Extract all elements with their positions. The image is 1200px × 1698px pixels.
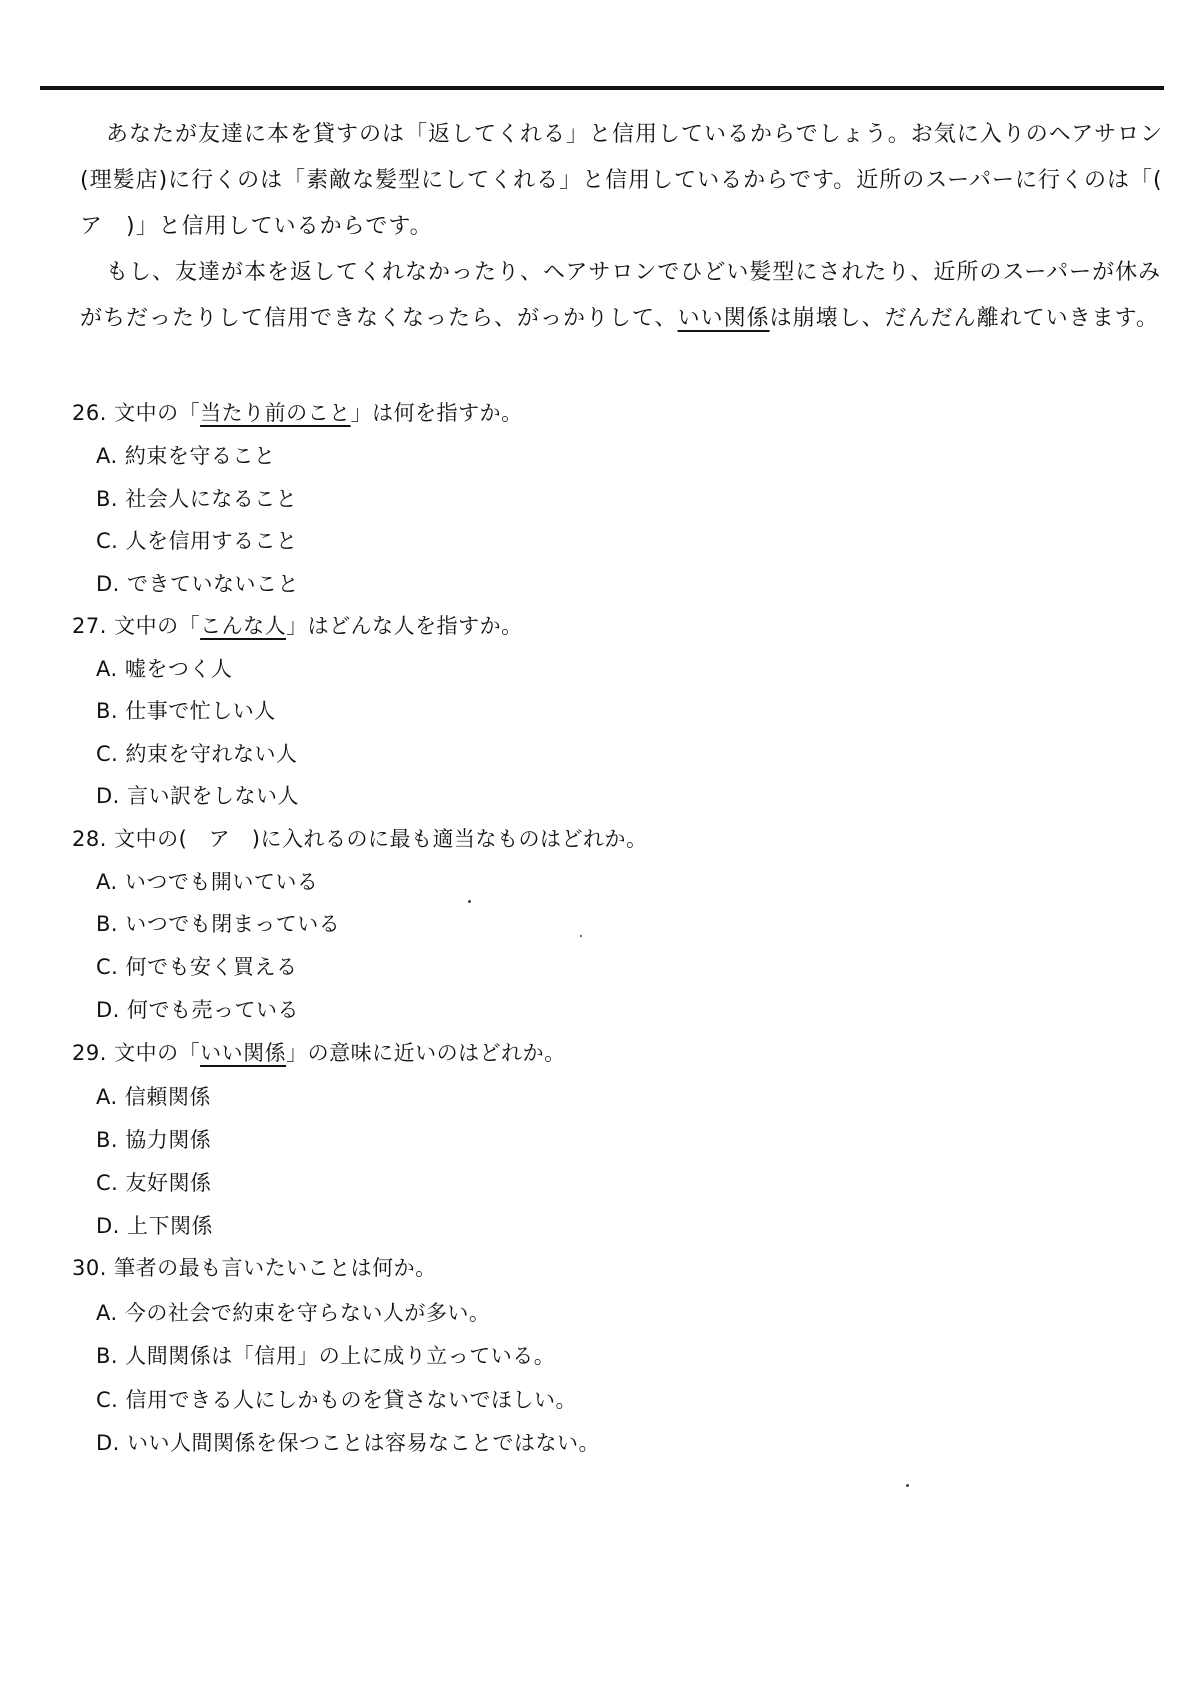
question-text: 」は何を指すか。 bbox=[350, 401, 523, 425]
passage-text: もし、友達が本を返してくれなかったり、ヘアサロンでひどい髪型にされたり、近所のスーパーが休みがちだったりして信用できなくなったら、がっかりして、 bbox=[80, 260, 1162, 331]
scan-speck bbox=[468, 900, 471, 903]
option-b: B. 協力関係 bbox=[96, 1128, 212, 1152]
passage-paragraph-2 bbox=[80, 250, 1170, 342]
question-text: 28. 文中の( ア )に入れるのに最も適当なものはどれか。 bbox=[72, 827, 648, 851]
passage-text: あなたが友達に本を貸すのは「返してくれる」と信用しているからでしょう。お気に入りのヘアサロン(理髪店)に行くのは「素敵な髪型にしてくれる」と信用しているからです。近所のスーパーに行くのは「( ア )」と信用しているからです。 bbox=[80, 122, 1186, 239]
option-d: D. 上下関係 bbox=[96, 1214, 214, 1238]
question-26 bbox=[72, 398, 1122, 428]
option-d: D. いい人間関係を保つことは容易なことではない。 bbox=[96, 1431, 601, 1455]
option-d: D. 何でも売っている bbox=[96, 998, 300, 1022]
question-text: 30. 筆者の最も言いたいことは何か。 bbox=[72, 1256, 437, 1280]
underlined-phrase: いい関係 bbox=[677, 306, 770, 331]
underlined-phrase: いい関係 bbox=[200, 1041, 287, 1065]
option-a: A. 今の社会で約束を守らない人が多い。 bbox=[96, 1301, 491, 1325]
reading-passage bbox=[80, 112, 1186, 342]
option-a: A. 約束を守ること bbox=[96, 444, 276, 468]
option-b: B. 社会人になること bbox=[96, 487, 298, 511]
scan-speck bbox=[906, 1484, 909, 1487]
option-c: C. 人を信用すること bbox=[96, 529, 298, 553]
option-a: A. いつでも開いている bbox=[96, 870, 319, 894]
option-a: A. 嘘をつく人 bbox=[96, 657, 233, 681]
option-a: A. 信頼関係 bbox=[96, 1085, 211, 1109]
question-text: 」はどんな人を指すか。 bbox=[286, 614, 523, 638]
underlined-phrase: こんな人 bbox=[200, 614, 287, 638]
top-rule bbox=[40, 86, 1164, 90]
option-d: D. 言い訳をしない人 bbox=[96, 784, 300, 808]
option-c: C. 何でも安く買える bbox=[96, 955, 298, 979]
passage-text: は崩壊し、だんだん離れていきます。 bbox=[769, 306, 1159, 331]
question-28 bbox=[72, 824, 1122, 854]
option-d: D. できていないこと bbox=[96, 572, 300, 596]
question-29 bbox=[72, 1038, 1122, 1068]
option-c: C. 信用できる人にしかものを貸さないでほしい。 bbox=[96, 1388, 578, 1412]
option-c: C. 友好関係 bbox=[96, 1171, 212, 1195]
question-text: 26. 文中の「 bbox=[72, 401, 201, 425]
passage-paragraph-1 bbox=[80, 112, 1186, 250]
question-27 bbox=[72, 611, 1122, 641]
scan-speck bbox=[580, 935, 582, 937]
option-b: B. いつでも閉まっている bbox=[96, 912, 341, 936]
underlined-phrase: 当たり前のこと bbox=[200, 401, 351, 425]
question-30 bbox=[72, 1253, 1122, 1283]
option-b: B. 人間関係は「信用」の上に成り立っている。 bbox=[96, 1344, 556, 1368]
question-text: 29. 文中の「 bbox=[72, 1041, 201, 1065]
question-text: 」の意味に近いのはどれか。 bbox=[286, 1041, 566, 1065]
option-b: B. 仕事で忙しい人 bbox=[96, 699, 276, 723]
option-c: C. 約束を守れない人 bbox=[96, 742, 298, 766]
question-text: 27. 文中の「 bbox=[72, 614, 201, 638]
